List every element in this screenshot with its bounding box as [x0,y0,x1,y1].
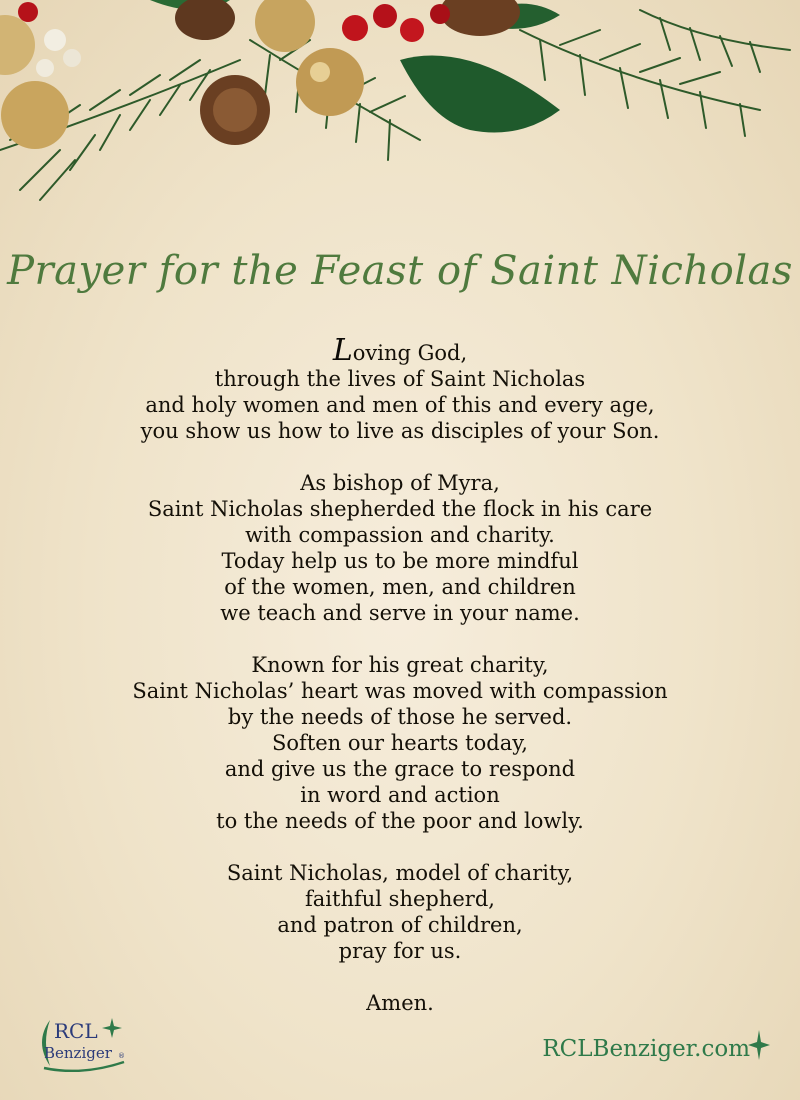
website-link[interactable]: RCLBenziger.com [542,1036,750,1062]
drop-cap: L [332,333,353,368]
stanza-3 [40,652,760,834]
gold-ornament [0,15,35,75]
logo-benziger-text: Benziger [44,1044,112,1062]
prayer-line: we teach and serve in your name. [220,601,580,625]
prayer-line: with compassion and charity. [245,523,555,547]
prayer-line: in word and action [300,783,500,807]
opening-line [40,333,760,368]
star-icon [102,1018,122,1038]
prayer-line: and give us the grace to respond [224,757,576,781]
stanza-4 [40,860,760,964]
red-berry [18,2,38,22]
logo-underline [44,1062,124,1071]
red-berry [373,4,397,28]
prayer-line: through the lives of Saint Nicholas [214,367,586,391]
stanza-2 [40,470,760,626]
rcl-benziger-logo [32,1012,132,1072]
opening-line-text: oving God, [352,341,468,365]
prayer-line: Known for his great charity, [251,653,549,677]
gold-ornament [1,81,69,149]
prayer-line: Saint Nicholas shepherded the flock in his care [147,497,653,521]
prayer-line: Saint Nicholas’ heart was moved with compassion [132,679,668,703]
white-berry [63,49,81,67]
christmas-garland-decoration [0,0,800,240]
pinecone-scales [213,88,257,132]
prayer-line: and holy women and men of this and every age, [145,393,655,417]
prayer-line: Saint Nicholas, model of charity, [226,861,574,885]
star-icon [748,1030,770,1060]
pinecone [440,0,520,36]
red-berry [400,18,424,42]
stanza-1 [40,333,760,444]
prayer-line: you show us how to live as disciples of your Son. [140,419,660,443]
prayer-line: As bishop of Myra, [300,471,500,495]
ornament-highlight [310,62,330,82]
pinecone [175,0,235,40]
prayer-line: faithful shepherd, [305,887,495,911]
holly-leaf [400,56,560,133]
registered-mark: ® [118,1052,125,1060]
prayer-line: Soften our hearts today, [272,731,528,755]
pine-branch [0,10,790,200]
red-berry [342,15,368,41]
prayer-line: pray for us. [338,939,462,963]
gold-ornament [296,48,364,116]
amen: Amen. [366,991,434,1015]
prayer-line: and patron of children, [277,913,523,937]
prayer-line: by the needs of those he served. [227,705,573,729]
white-berry [44,29,66,51]
prayer-line: Today help us to be more mindful [221,549,579,573]
prayer-line: of the women, men, and children [224,575,576,599]
prayer-line: to the needs of the poor and lowly. [216,809,584,833]
page-title: Prayer for the Feast of Saint Nicholas [7,248,793,294]
gold-ornament [255,0,315,52]
red-berry [430,4,450,24]
prayer-text [40,333,760,1016]
white-berry [36,59,54,77]
logo-rcl-text: RCL [54,1019,98,1043]
